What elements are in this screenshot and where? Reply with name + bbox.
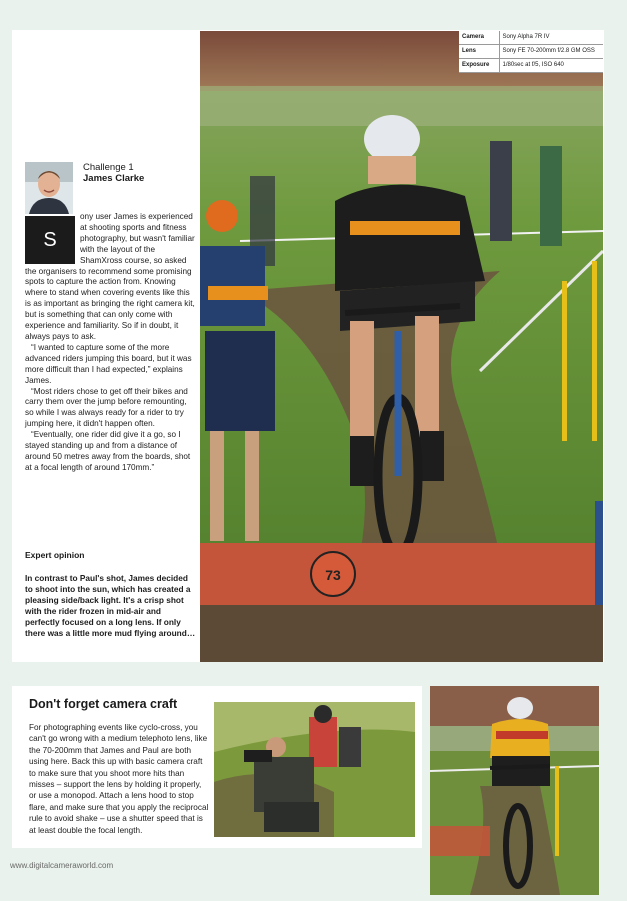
challenge-header — [25, 162, 197, 214]
footer-url: www.digitalcameraworld.com — [10, 861, 114, 870]
article-paragraph-4: “Eventually, one rider did give it a go, so I stayed standing up and from a distance of around 50 metres away from the boards, shot at a focal length of around 170mm.” — [25, 430, 191, 472]
exif-value: Sony FE 70-200mm f/2.8 GM OSS — [499, 45, 603, 59]
article-paragraph-3: “Most riders chose to get off their bikes and carry them over the jump before remounting, so while I was always ready for a rider to try jumping here, it didn't happen often. — [25, 386, 188, 429]
tip-title: Don't forget camera craft — [29, 697, 178, 711]
exif-table — [459, 31, 603, 73]
challenge-label: Challenge 1 — [83, 162, 134, 173]
cyclist-side-photo — [430, 686, 599, 895]
article-body — [25, 212, 197, 474]
board-number-badge: 73 — [325, 567, 341, 583]
article-paragraph-2: “I wanted to capture some of the more advanced riders jumping this board, but it was more difficult than I had expected,” explains James. — [25, 342, 192, 385]
exif-row — [459, 59, 603, 73]
dropcap: S — [25, 216, 75, 264]
exif-row — [459, 45, 603, 59]
tip-body: For photographing events like cyclo-cross, you can't go wrong with a medium telephoto lens, like the 70-200mm that James and Paul are both using here. Back this up with basic camera craft to make sure that you shoot more hits than misses – support the lens by holding it properly, or use a monopod. Attach a lens hood to stop flare, and make sure that you apply the reciprocal rule to avoid shake – use a shutter speed that is at least double the focal length. — [29, 723, 209, 835]
photographers-photo — [214, 702, 415, 837]
expert-opinion-body: In contrast to Paul's shot, James decided to shoot into the sun, which has created a pleasing side/back light. It's a crisp shot with the rider frozen in mid-air and perfectly focused on a long lens. If only there was a little more mud flying around… — [25, 573, 196, 638]
article-paragraph-1: ony user James is experienced at shooting sports and fitness photography, but wasn't familiar with the layout of the ShamXross course, so asked the organisers to recommend some promising spots to capture the action from. Knowing where to stand when covering events like this is as important as bringing the right camera kit, but is something that can only come with experience and familiarity. So if in doubt, it always pays to ask. — [25, 212, 195, 341]
main-photo-cyclist-jump — [200, 31, 603, 662]
exif-row — [459, 31, 603, 45]
exif-key: Exposure — [459, 59, 499, 73]
exif-key: Camera — [459, 31, 499, 45]
expert-opinion-heading: Expert opinion — [25, 550, 85, 560]
exif-value: Sony Alpha 7R IV — [499, 31, 603, 45]
exif-value: 1/80sec at f/5, ISO 640 — [499, 59, 603, 73]
photographer-portrait — [25, 162, 73, 214]
exif-key: Lens — [459, 45, 499, 59]
photographer-name: James Clarke — [83, 173, 145, 184]
